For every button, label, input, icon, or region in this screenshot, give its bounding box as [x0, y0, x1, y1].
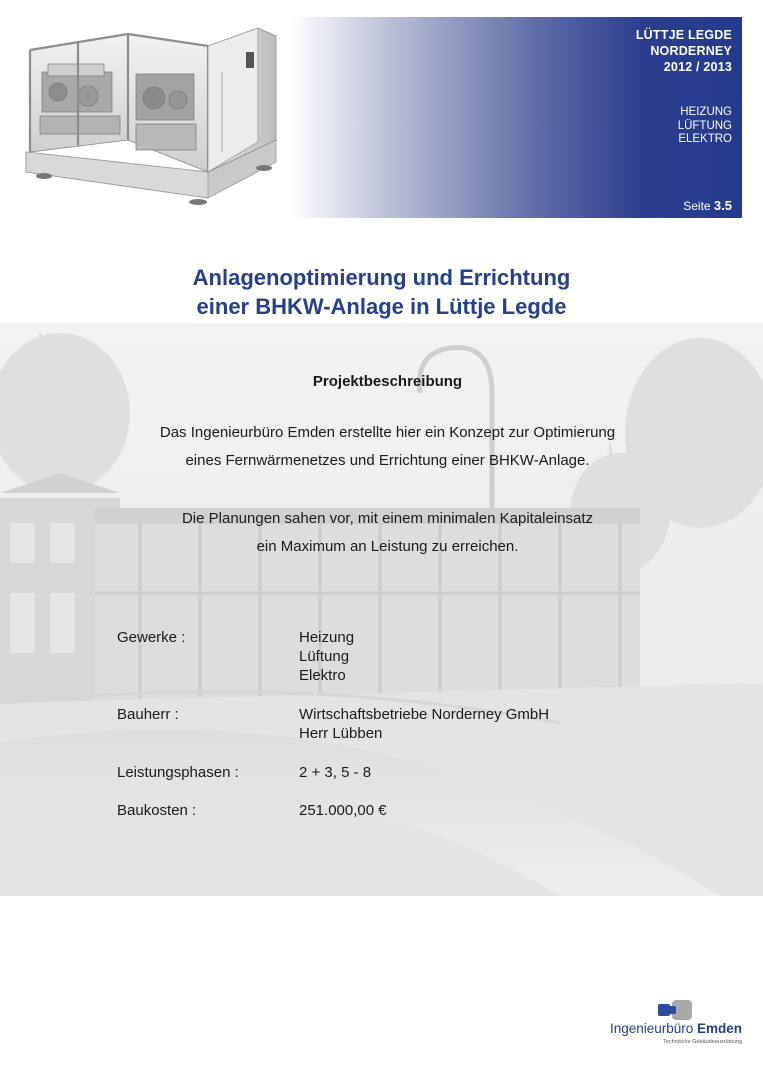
- description-paragraph-2: [0, 505, 763, 561]
- page-title: [0, 263, 763, 321]
- fact-values: [299, 763, 371, 782]
- fact-value: Wirtschaftsbetriebe Norderney GmbH: [299, 706, 550, 723]
- fact-values: [299, 801, 387, 820]
- company-logo: [606, 998, 746, 1050]
- fact-value: 251.000,00 €: [299, 802, 387, 819]
- fact-values: [299, 705, 549, 743]
- project-island: NORDERNEY: [650, 44, 732, 58]
- project-info: [636, 27, 732, 75]
- paragraph-line: ein Maximum an Leistung zu erreichen.: [256, 538, 519, 555]
- logo-name-bold: Emden: [697, 1021, 743, 1036]
- fact-value: 2 + 3, 5 - 8: [299, 764, 372, 781]
- fact-value: Herr Lübben: [299, 725, 383, 742]
- project-years: 2012 / 2013: [663, 60, 732, 74]
- paragraph-line: Das Ingenieurbüro Emden erstellte hier ein Konzept zur Optimierung: [159, 424, 616, 441]
- bhkw-machine-image: [18, 12, 290, 217]
- description-paragraph-1: [0, 419, 763, 475]
- header-band: [291, 17, 742, 218]
- trade-item: LÜFTUNG: [677, 119, 732, 132]
- page-label: Seite: [683, 199, 711, 213]
- title-line-1: Anlagenoptimierung und Errichtung: [192, 265, 571, 290]
- page-indicator: [683, 198, 732, 213]
- paragraph-line: Die Planungen sahen vor, mit einem minimalen Kapitaleinsatz: [181, 510, 594, 527]
- title-line-2: einer BHKW-Anlage in Lüttje Legde: [196, 294, 567, 319]
- fact-label: Baukosten :: [117, 802, 197, 819]
- logo-tagline: Technische Gebäudeausrüstung: [663, 1039, 742, 1045]
- fact-label: Leistungsphasen :: [117, 764, 239, 781]
- fact-value: Heizung: [299, 629, 355, 646]
- fact-label: Bauherr :: [117, 706, 179, 723]
- paragraph-line: eines Fernwärmenetzes und Errichtung einer BHKW-Anlage.: [185, 452, 590, 469]
- fact-value: Elektro: [299, 667, 346, 684]
- fact-label: Gewerke :: [117, 629, 186, 646]
- trade-item: HEIZUNG: [680, 106, 732, 118]
- page-number: 3.5: [713, 198, 732, 213]
- fact-values: [299, 628, 354, 685]
- section-heading: Projektbeschreibung: [312, 373, 463, 390]
- trades-list: [678, 106, 732, 147]
- logo-wordmark: [606, 1021, 746, 1036]
- trade-item: ELEKTRO: [678, 133, 732, 145]
- fact-value: Lüftung: [299, 648, 350, 665]
- logo-mark-icon: [658, 998, 694, 1022]
- logo-name-regular: Ingenieurbüro: [609, 1021, 694, 1036]
- project-location: LÜTTJE LEGDE: [635, 28, 732, 42]
